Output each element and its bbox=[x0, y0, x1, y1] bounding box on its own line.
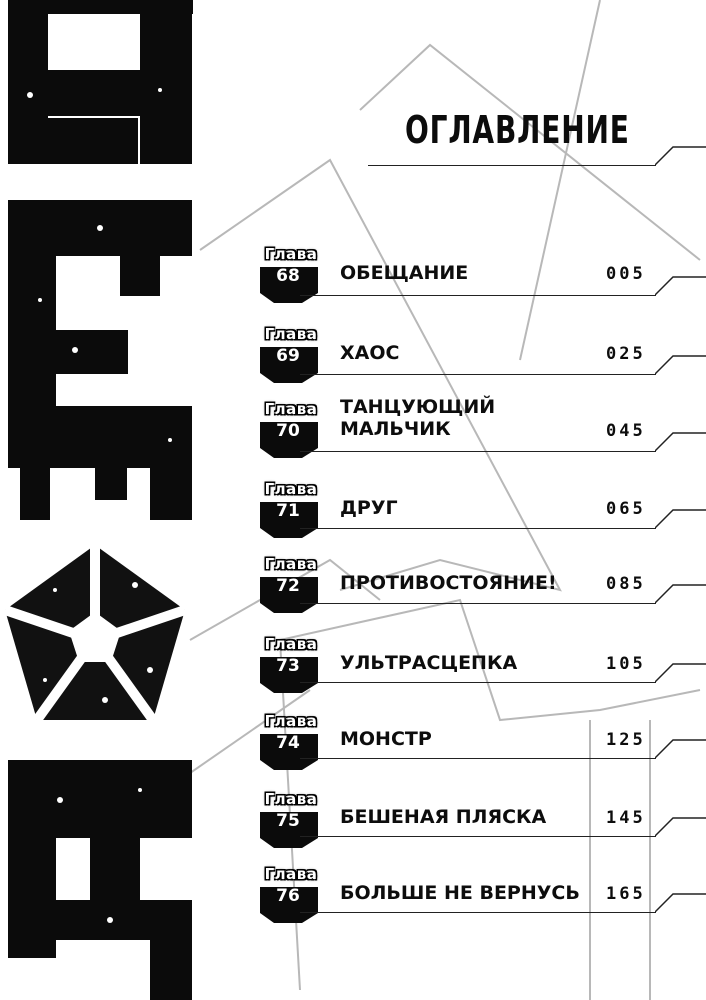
chapter-number: 69 bbox=[276, 346, 300, 366]
chapter-rule-tail bbox=[655, 583, 706, 605]
title-rule-tail bbox=[655, 145, 706, 167]
badge-label: Глава bbox=[264, 555, 318, 573]
chapter-page-number: 085 bbox=[606, 574, 646, 594]
spine-artwork bbox=[0, 0, 200, 1000]
badge-label: Глава bbox=[264, 635, 318, 653]
badge-label: Глава bbox=[264, 790, 318, 808]
chapter-number: 68 bbox=[276, 266, 300, 286]
title-underline bbox=[368, 165, 656, 166]
chapter-number: 74 bbox=[276, 733, 300, 753]
badge-label: Глава bbox=[264, 480, 318, 498]
chapter-number: 73 bbox=[276, 656, 300, 676]
chapter-number: 76 bbox=[276, 886, 300, 906]
chapter-badge bbox=[258, 555, 324, 615]
chapter-rule-tail bbox=[655, 431, 706, 453]
chapter-rule-tail bbox=[655, 892, 706, 914]
chapter-page-number: 165 bbox=[606, 884, 646, 904]
badge-label: Глава bbox=[264, 400, 318, 418]
badge-label: Глава bbox=[264, 245, 318, 263]
chapter-rule bbox=[300, 295, 656, 296]
chapter-page-number: 025 bbox=[606, 344, 646, 364]
chapter-rule-tail bbox=[655, 275, 706, 297]
chapter-title[interactable]: ТАНЦУЮЩИЙ МАЛЬЧИК bbox=[340, 396, 496, 440]
chapter-title[interactable]: ХАОС bbox=[340, 342, 400, 364]
chapter-title[interactable]: ПРОТИВОСТОЯНИЕ! bbox=[340, 572, 557, 594]
chapter-number: 70 bbox=[276, 421, 300, 441]
chapter-number: 72 bbox=[276, 576, 300, 596]
chapter-badge bbox=[258, 635, 324, 695]
chapter-rule bbox=[300, 603, 656, 604]
chapter-title[interactable]: МОНСТР bbox=[340, 728, 432, 750]
chapter-badge bbox=[258, 245, 324, 305]
chapter-title[interactable]: БОЛЬШЕ НЕ ВЕРНУСЬ bbox=[340, 882, 580, 904]
chapter-title[interactable]: БЕШЕНАЯ ПЛЯСКА bbox=[340, 806, 547, 828]
chapter-rule-tail bbox=[655, 738, 706, 760]
chapter-rule-tail bbox=[655, 354, 706, 376]
badge-label: Глава bbox=[264, 712, 318, 730]
chapter-page-number: 105 bbox=[606, 654, 646, 674]
badge-label: Глава bbox=[264, 325, 318, 343]
chapter-badge bbox=[258, 865, 324, 925]
chapter-number: 71 bbox=[276, 501, 300, 521]
chapter-rule bbox=[300, 682, 656, 683]
chapter-badge bbox=[258, 480, 324, 540]
chapter-rule bbox=[300, 451, 656, 452]
chapter-number: 75 bbox=[276, 811, 300, 831]
chapter-page-number: 045 bbox=[606, 421, 646, 441]
page-title: ОГЛАВЛЕНИЕ bbox=[405, 108, 630, 152]
chapter-rule bbox=[300, 528, 656, 529]
chapter-title[interactable]: УЛЬТРАСЦЕПКА bbox=[340, 652, 518, 674]
chapter-rule bbox=[300, 836, 656, 837]
chapter-rule bbox=[300, 374, 656, 375]
chapter-page-number: 145 bbox=[606, 808, 646, 828]
chapter-page-number: 125 bbox=[606, 730, 646, 750]
chapter-rule-tail bbox=[655, 816, 706, 838]
chapter-title[interactable]: ОБЕЩАНИЕ bbox=[340, 262, 469, 284]
grunge-pentagon-emblem-icon bbox=[5, 545, 185, 720]
chapter-badge bbox=[258, 712, 324, 772]
chapter-badge bbox=[258, 790, 324, 850]
chapter-rule-tail bbox=[655, 508, 706, 530]
chapter-page-number: 005 bbox=[606, 264, 646, 284]
chapter-page-number: 065 bbox=[606, 499, 646, 519]
chapter-rule bbox=[300, 758, 656, 759]
badge-label: Глава bbox=[264, 865, 318, 883]
chapter-rule-tail bbox=[655, 662, 706, 684]
chapter-title[interactable]: ДРУГ bbox=[340, 497, 398, 519]
chapter-badge bbox=[258, 325, 324, 385]
chapter-rule bbox=[300, 912, 656, 913]
